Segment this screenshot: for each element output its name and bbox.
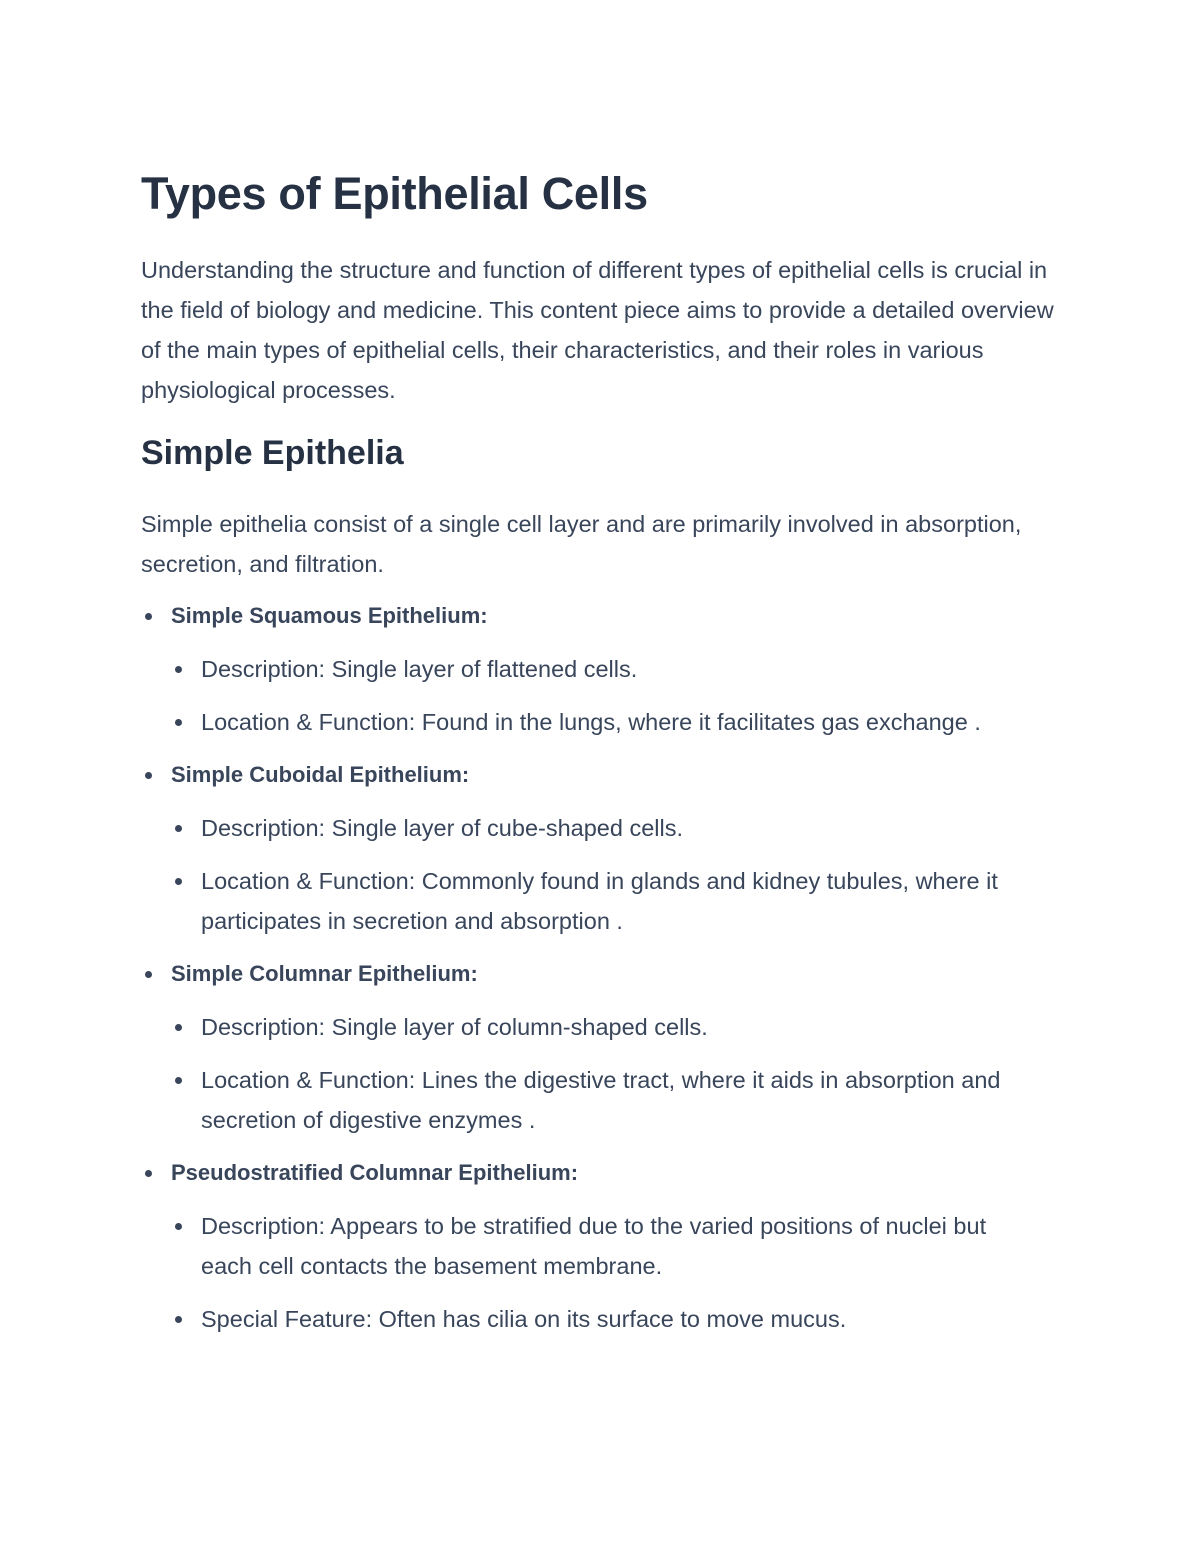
bullet-icon [145,772,152,779]
sublist [171,1206,1071,1339]
sublist-item-text: Location & Function: Found in the lungs, where it facilitates gas exchange . [201,709,981,735]
bullet-icon [175,1223,182,1230]
section-intro-paragraph: Simple epithelia consist of a single cell layer and are primarily involved in absorption, secretion, and filtration. [141,511,1022,577]
bullet-icon [145,613,152,620]
bullet-icon [145,971,152,978]
section-heading: Simple Epithelia [141,434,404,472]
sublist-item [171,808,1031,848]
list-item-simple-cuboidal [141,755,1071,941]
sublist [171,1007,1071,1140]
sublist-item [171,1299,1031,1339]
intro-paragraph: Understanding the structure and function of different types of epithelial cells is crucial in the field of biology and medicine. This content piece aims to provide a detailed overview of the main types of epithelial cells, their characteristics, and their roles in various physiological processes. [141,257,1054,403]
bullet-icon [175,1316,182,1323]
sublist [171,649,1071,742]
list-item-pseudostratified-columnar [141,1153,1071,1339]
page-title: Types of Epithelial Cells [141,168,648,219]
sublist-item-text: Location & Function: Lines the digestive tract, where it aids in absorption and secretion of digestive enzymes . [201,1067,1001,1133]
item-label: Simple Cuboidal Epithelium: [171,762,470,787]
sublist-item-text: Description: Single layer of cube-shaped cells. [201,815,684,841]
bullet-icon [175,719,182,726]
sublist-item [171,1007,1031,1047]
bullet-icon [175,666,182,673]
sublist-item [171,702,1031,742]
item-label: Simple Squamous Epithelium: [171,603,488,628]
sublist-item-text: Description: Single layer of flattened cells. [201,656,638,682]
item-label: Pseudostratified Columnar Epithelium: [171,1160,579,1185]
sublist-item-text: Description: Appears to be stratified due to the varied positions of nuclei but each cell contacts the basement membrane. [201,1213,987,1279]
bullet-icon [145,1170,152,1177]
sublist [171,808,1071,941]
sublist-item [171,1060,1031,1140]
bullet-icon [175,1024,182,1031]
list-item-simple-columnar [141,954,1071,1140]
sublist-item-text: Description: Single layer of column-shaped cells. [201,1014,708,1040]
sublist-item [171,1206,1031,1286]
item-label: Simple Columnar Epithelium: [171,961,478,986]
sublist-item [171,649,1031,689]
sublist-item [171,861,1031,941]
sublist-item-text: Special Feature: Often has cilia on its surface to move mucus. [201,1306,847,1332]
sublist-item-text: Location & Function: Commonly found in glands and kidney tubules, where it participates in secretion and absorption . [201,868,998,934]
list-item-simple-squamous [141,596,1071,742]
bullet-icon [175,878,182,885]
bullet-icon [175,825,182,832]
epithelia-list [141,596,1071,1339]
bullet-icon [175,1077,182,1084]
